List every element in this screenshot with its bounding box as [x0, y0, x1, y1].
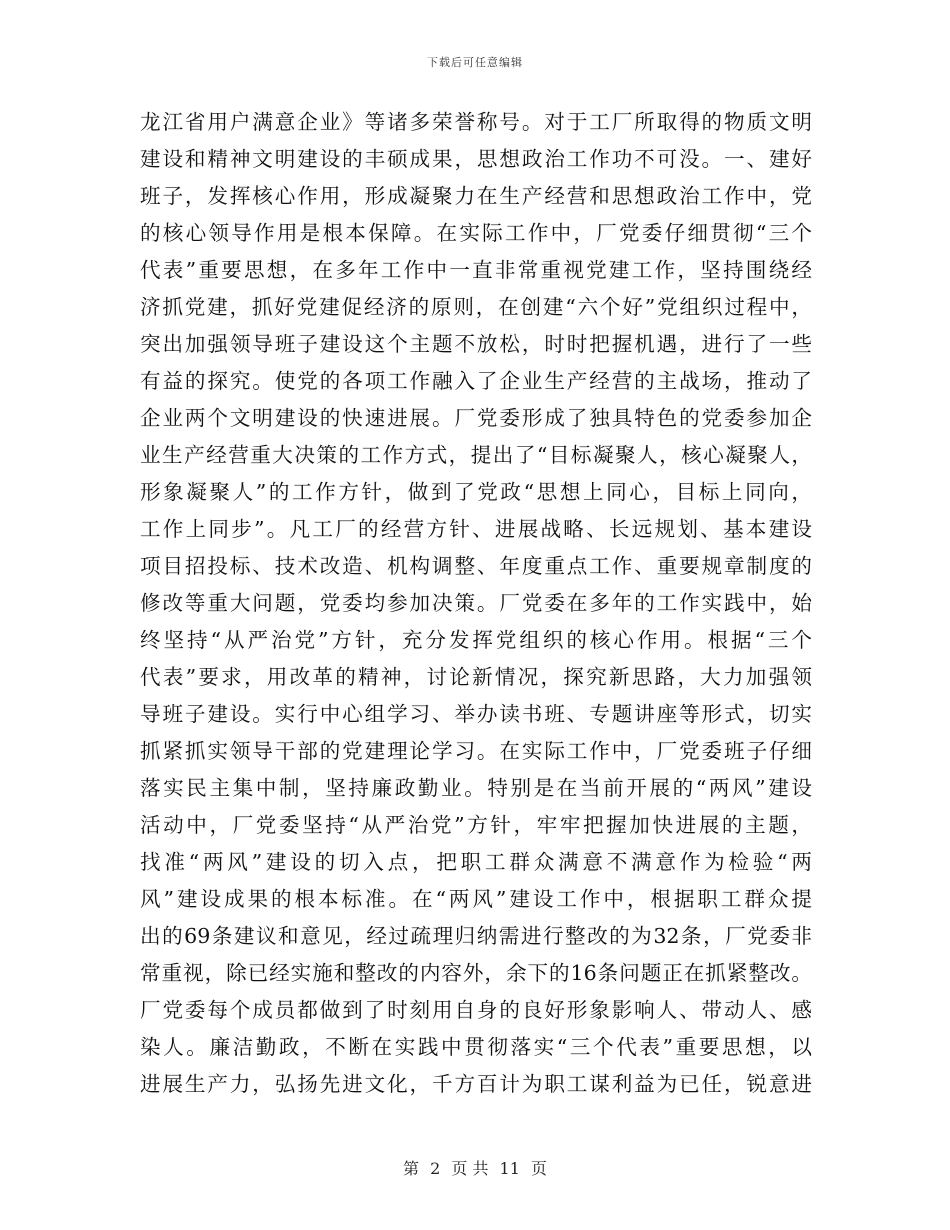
text-line: 染人。廉洁勤政，不断在实践中贯彻落实“三个代表”重要思想，以 — [140, 1035, 812, 1059]
text-line: 有益的探究。使党的各项工作融入了企业生产经营的主战场，推动了 — [140, 369, 812, 393]
text-line: 济抓党建，抓好党建促经济的原则，在创建“六个好”党组织过程中， — [140, 295, 812, 319]
footer-suffix: 页 — [531, 1159, 548, 1178]
text-line: 进展生产力，弘扬先进文化，千方百计为职工谋利益为已任，锐意进 — [140, 1072, 812, 1096]
text-line: 找准“两风”建设的切入点，把职工群众满意不满意作为检验“两 — [140, 850, 812, 874]
total-pages-number: 11 — [499, 1159, 520, 1178]
text-line: 工作上同步”。凡工厂的经营方针、进展战略、长远规划、基本建设 — [140, 517, 812, 541]
text-line: 出的69条建议和意见，经过疏理归纳需进行整改的为32条，厂党委非 — [140, 924, 812, 948]
text-line: 龙江省用户满意企业》等诸多荣誉称号。对于工厂所取得的物质文明 — [140, 110, 812, 134]
text-line: 项目招投标、技术改造、机构调整、年度重点工作、重要规章制度的 — [140, 554, 812, 578]
text-line: 突出加强领导班子建设这个主题不放松，时时把握机遇，进行了一些 — [140, 332, 812, 356]
text-line: 落实民主集中制，坚持廉政勤业。特别是在当前开展的“两风”建设 — [140, 776, 812, 800]
text-line: 抓紧抓实领导干部的党建理论学习。在实际工作中，厂党委班子仔细 — [140, 739, 812, 763]
current-page-number: 2 — [430, 1159, 441, 1178]
text-line: 的核心领导作用是根本保障。在实际工作中，厂党委仔细贯彻“三个 — [140, 221, 812, 245]
text-line: 常重视，除已经实施和整改的内容外，余下的16条问题正在抓紧整改。 — [140, 961, 812, 985]
text-line: 厂党委每个成员都做到了时刻用自身的良好形象影响人、带动人、感 — [140, 998, 812, 1022]
footer-prefix: 第 — [402, 1159, 419, 1178]
footer-middle: 页 共 — [451, 1159, 489, 1178]
text-line: 企业两个文明建设的快速进展。厂党委形成了独具特色的党委参加企 — [140, 406, 812, 430]
text-line: 导班子建设。实行中心组学习、举办读书班、专题讲座等形式，切实 — [140, 702, 812, 726]
text-line: 班子，发挥核心作用，形成凝聚力在生产经营和思想政治工作中，党 — [140, 184, 812, 208]
text-line: 终坚持“从严治党”方针，充分发挥党组织的核心作用。根据“三个 — [140, 628, 812, 652]
text-line: 代表”要求，用改革的精神，讨论新情况，探究新思路，大力加强领 — [140, 665, 812, 689]
text-line: 建设和精神文明建设的丰硕成果，思想政治工作功不可没。一、建好 — [140, 147, 812, 171]
text-line: 修改等重大问题，党委均参加决策。厂党委在多年的工作实践中，始 — [140, 591, 812, 615]
text-line: 业生产经营重大决策的工作方式，提出了“目标凝聚人，核心凝聚人， — [140, 443, 812, 467]
text-line: 代表”重要思想，在多年工作中一直非常重视党建工作，坚持围绕经 — [140, 258, 812, 282]
page-header: 下载后可任意编辑 — [427, 56, 523, 69]
page-footer — [0, 1156, 950, 1179]
document-body — [140, 104, 812, 1103]
text-line: 形象凝聚人”的工作方针，做到了党政“思想上同心，目标上同向， — [140, 480, 812, 504]
text-line: 活动中，厂党委坚持“从严治党”方针，牢牢把握加快进展的主题， — [140, 813, 812, 837]
text-line: 风”建设成果的根本标准。在“两风”建设工作中，根据职工群众提 — [140, 887, 812, 911]
